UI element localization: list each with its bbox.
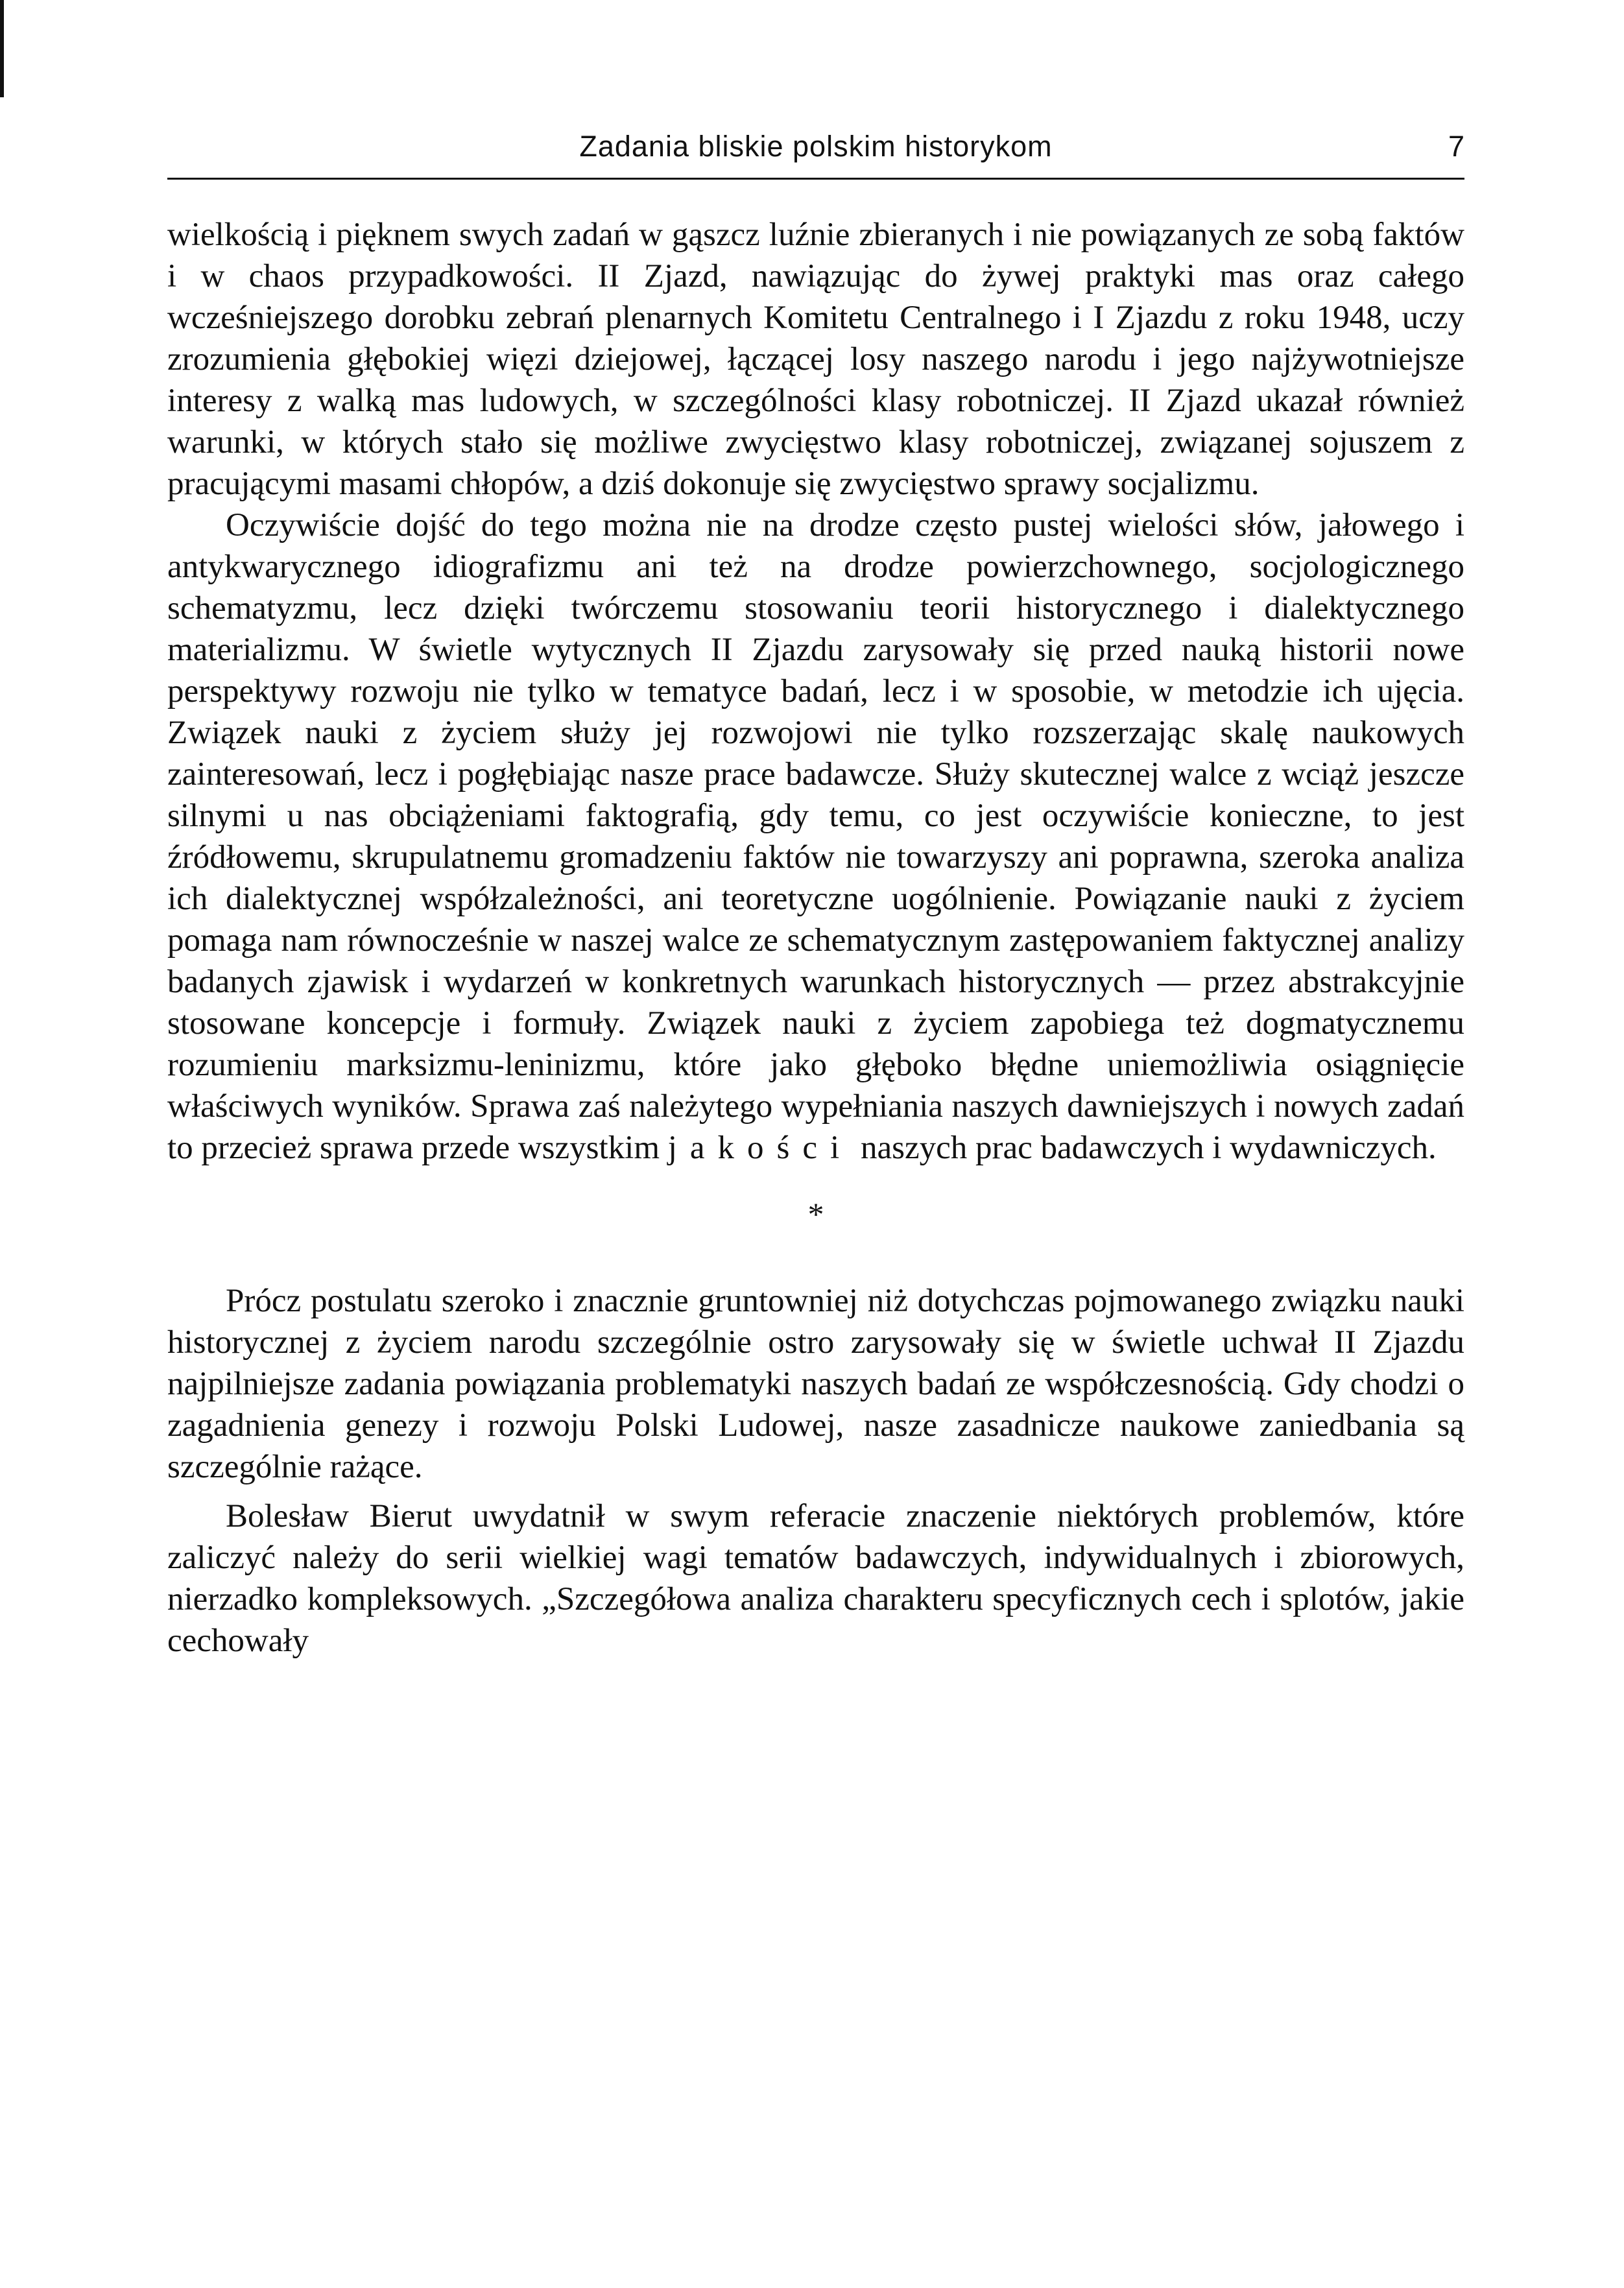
page-edge-mark bbox=[0, 0, 4, 97]
main-text bbox=[167, 214, 1464, 1662]
paragraph-4: Bolesław Bierut uwydatnił w swym referacie znaczenie niektórych problemów, które zaliczyć należy do serii wielkiej wagi tematów badawczych, indywidualnych i zbiorowych, nierzadko kompleksowych. „Szczegółowa analiza charakteru specyficznych cech i splotów, jakie cechowały bbox=[167, 1498, 1464, 1659]
section-separator-asterisk: * bbox=[807, 1196, 824, 1232]
paragraph-2 bbox=[167, 505, 1464, 1169]
paragraph-1: wielkością i pięknem swych zadań w gąszcz luźnie zbieranych i nie powiązanych ze sobą faktów i w chaos przypadkowości. II Zjazd, nawiązując do żywej praktyki mas oraz całego wcześniejszego dorobku zebrań plenarnych Komitetu Centralnego i I Zjazdu z roku 1948, uczy zrozumienia głębokiej więzi dziejowej, łączącej losy naszego narodu i jego najżywotniejsze interesy z walką mas ludowych, w szczególności klasy robotniczej. II Zjazd ukazał również warunki, w których stało się możliwe zwycięstwo klasy robotniczej, związanej sojuszem z pracującymi masami chłopów, a dziś dokonuje się zwycięstwo sprawy socjalizmu. bbox=[167, 217, 1464, 502]
running-title: Zadania bliskie polskim historykom bbox=[579, 130, 1053, 163]
paragraph-3: Prócz postulatu szeroko i znacznie gruntowniej niż dotychczas pojmowanego związku nauki historycznej z życiem narodu szczególnie ostro zarysowały się w świetle uchwał II Zjazdu najpilniejsze zadania powiązania problematyki naszych badań ze współczesnością. Gdy chodzi o zagadnienia genezy i rozwoju Polski Ludowej, nasze zasadnicze naukowe zaniedbania są szczególnie rażące. bbox=[167, 1283, 1464, 1485]
paragraph-2-text: Oczywiście dojść do tego można nie na drodze często pustej wielości słów, jałowego i antykwarycznego idiografizmu ani też na drodze powierzchownego, socjologicznego schematyzmu, lecz dzięki twórczemu stosowaniu teorii historycznego i dialektycznego materializmu. W świetle wytycznych II Zjazdu zarysowały się przed nauką historii nowe perspektywy rozwoju nie tylko w tematyce badań, lecz i w sposobie, w metodzie ich ujęcia. Związek nauki z życiem służy jej rozwojowi nie tylko rozszerzając skalę naukowych zainteresowań, lecz i pogłębiając nasze prace badawcze. Służy skutecznej walce z wciąż jeszcze silnymi u nas obciążeniami faktografią, gdy temu, co jest oczywiście konieczne, to jest źródłowemu, skrupulatnemu gromadzeniu faktów nie towarzyszy ani poprawna, szeroka analiza ich dialektycznej współzależności, ani teoretyczne uogólnienie. Powiązanie nauki z życiem pomaga nam równocześnie w naszej walce ze schematycznym zastępowaniem faktycznej analizy badanych zjawisk i wydarzeń w konkretnych warunkach historycznych — przez abstrakcyjnie stosowane koncepcje i formuły. Związek nauki z życiem zapobiega też dogmatycznemu rozumieniu marksizmu-leninizmu, które jako głęboko błędne uniemożliwia osiągnięcie właściwych wyników. Sprawa zaś należytego wypełniania naszych dawniejszych i nowych zadań to przecież sprawa przede wszystkim bbox=[167, 507, 1464, 1166]
emphasis-jakosci: jakości bbox=[667, 1130, 853, 1166]
paragraph-2-ending: naszych prac badawczych i wydawniczych. bbox=[852, 1130, 1437, 1166]
page-number: 7 bbox=[1448, 130, 1464, 163]
header-rule bbox=[167, 178, 1464, 180]
page-header bbox=[167, 130, 1464, 169]
